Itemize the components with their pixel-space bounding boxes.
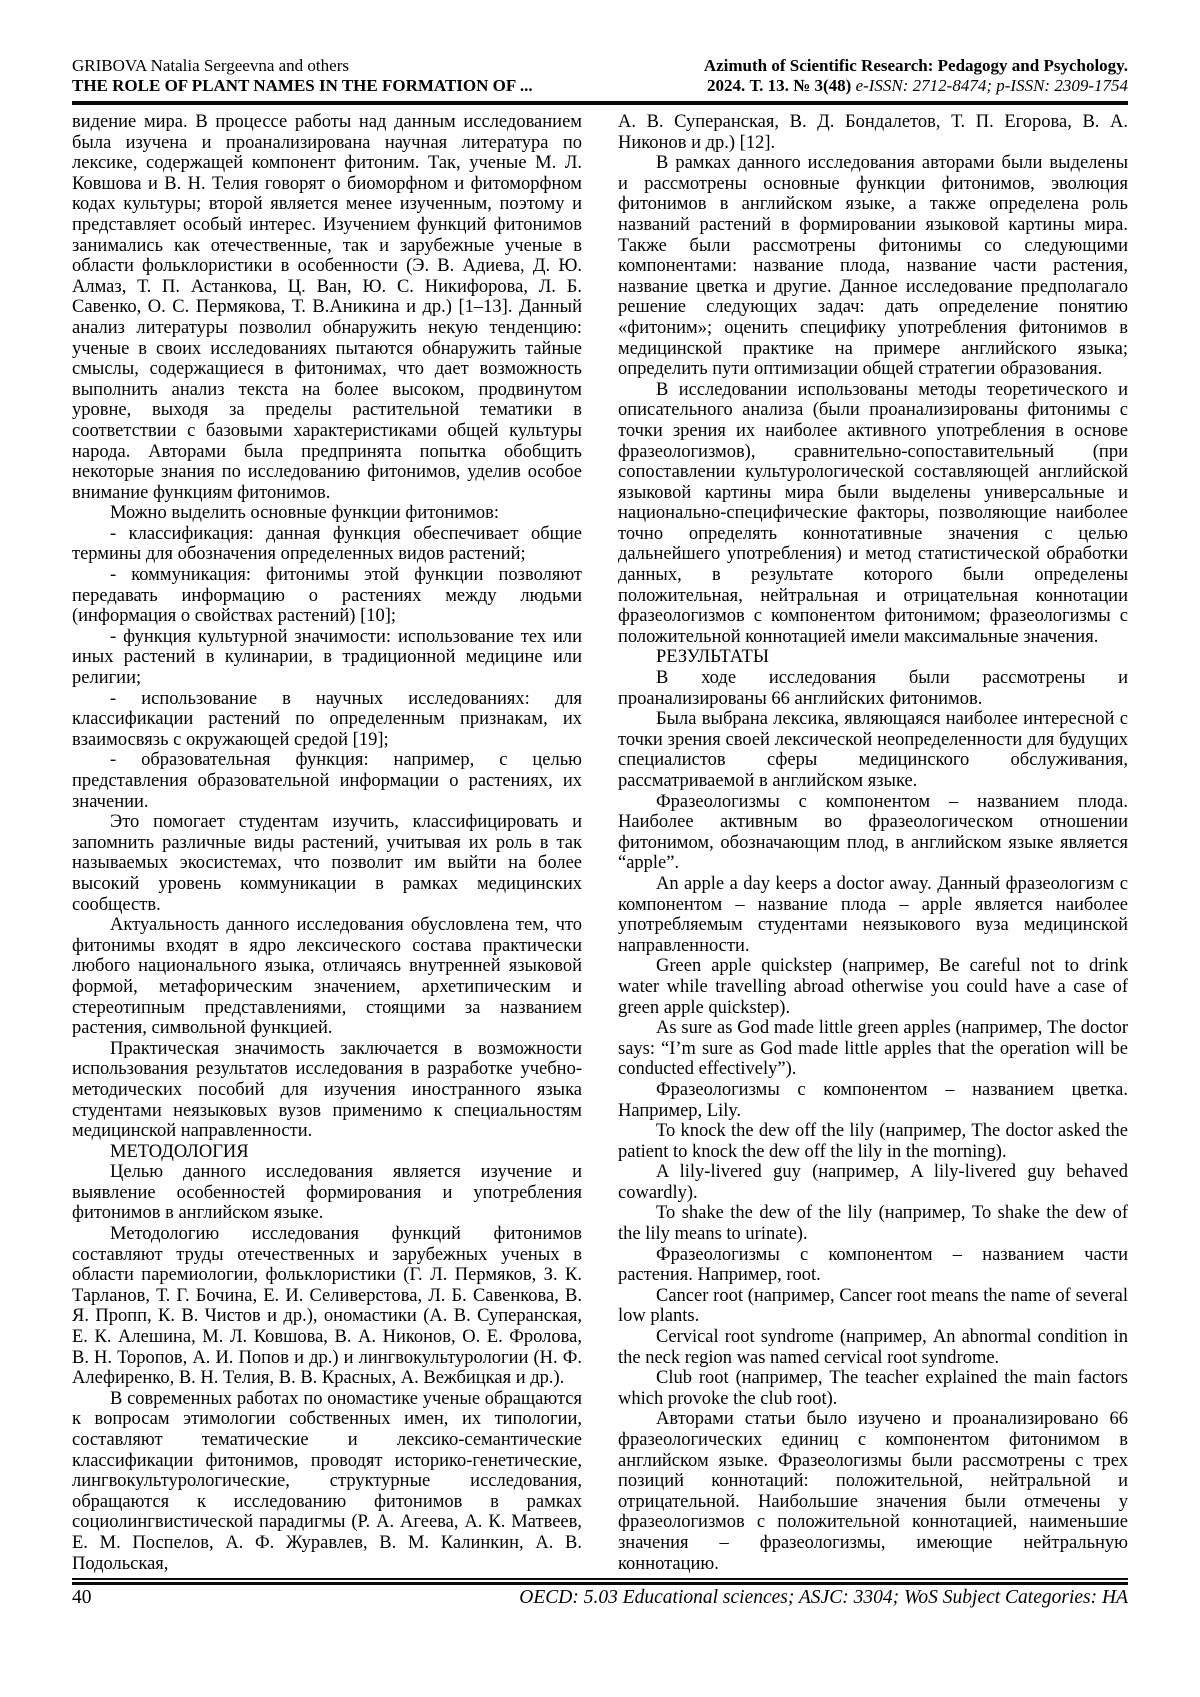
header-left bbox=[72, 56, 533, 96]
paragraph: To knock the dew off the lily (например, The doctor asked the patient to knock the dew off the lily in the morning). bbox=[618, 1121, 1128, 1162]
header-right bbox=[704, 56, 1128, 96]
paragraph: Фразеологизмы с компонентом – названием цветка. Например, Lily. bbox=[618, 1079, 1128, 1121]
paragraph: Была выбрана лексика, являющаяся наиболее интересной с точки зрения своей лексической неопределенности для будущих специалистов сферы медицинского обслуживания, рассматриваемой в английском языке. bbox=[618, 709, 1128, 791]
paragraph: В рамках данного исследования авторами были выделены и рассмотрены основные функции фитонимов, эволюция фитонимов в английском языке, а также определена роль названий растений в формировании языковой картины мира. Также были рассмотрены фитонимы со следующими компонентами: название плода, название части растения, название цветка и другие. Данное исследование предполагало решение следующих задач: дать определение понятию «фитоним»; оценить специфику употребления фитонимов в медицинской практике на примере английского языка; определить пути оптимизации общей стратегии образования. bbox=[618, 153, 1128, 380]
paragraph: В ходе исследования были рассмотрены и проанализированы 66 английских фитонимов. bbox=[618, 668, 1128, 709]
page-footer bbox=[72, 1585, 1128, 1611]
page-header bbox=[72, 56, 1128, 96]
paragraph: - коммуникация: фитонимы этой функции позволяют передавать информацию о растениях между людьми (информация о свойствах растений) [10]; bbox=[72, 565, 582, 627]
paragraph: В исследовании использованы методы теоретического и описательного анализа (были проанализированы фитонимы с точки зрения их наиболее активного употребления в основе фразеологизмов), сравнительно-сопоставительный (при сопоставлении культурологической составляющей английской языковой картины мира были выделены универсальные и национально-специфические факторы, позволяющие наиболее точно определять коннотативные значения с целью дальнейшего употребления) и метод статистической обработки данных, в результате которого были определены положительная, нейтральная и отрицательная коннотации фразеологизмов с компонентом фитонимом; фразеологизмы с положительной коннотацией имели максимальные значения. bbox=[618, 379, 1128, 647]
paragraph: - образовательная функция: например, с целью представления образовательной информации о растениях, их значении. bbox=[72, 750, 582, 812]
paragraph: В современных работах по ономастике ученые обращаются к вопросам этимологии собственных имен, их типологии, составляют тематические и лексико-семантические классификации фитонимов, проводят историко-генетические, лингвокультурологические, структурные исследования, обращаются к исследованию фитонимов в рамках социолингвистической парадигмы (Р. А. Агеева, А. К. Матвеев, Е. М. Поспелов, А. Ф. Журавлев, В. М. Калинкин, А. В. Подольская, bbox=[72, 1388, 582, 1574]
article-body bbox=[72, 112, 1128, 1578]
paragraph: Методологию исследования функций фитонимов составляют труды отечественных и зарубежных ученых в области паремиологии, фольклористики (Г. Л. Пермяков, З. К. Тарланов, Т. Г. Бочина, Е. И. Селиверстова, Л. Б. Савенкова, В. Я. Пропп, К. В. Чистов и др.), ономастики (А. В. Суперанская, Е. К. Алешина, М. Л. Ковшова, В. А. Никонов, О. Е. Фролова, В. Н. Торопов, А. И. Попов и др.) и лингвокультурологии (Н. Ф. Алефиренко, В. Н. Телия, В. В. Красных, А. Вежбицкая и др.). bbox=[72, 1224, 582, 1389]
paragraph: видение мира. В процессе работы над данным исследованием была изучена и проанализирована научная литература по лексике, содержащей компонент фитоним. Так, ученые М. Л. Ковшова и В. Н. Телия говорят о биоморфном и фитоморфном кодах культуры; второй является менее изученным, поэтому и представляет особый интерес. Изучением функций фитонимов занимались как отечественные, так и зарубежные ученые в области фольклористики в особенности (Э. В. Адиева, Д. Ю. Алмаз, Т. П. Астанкова, Ц. Ван, Ю. С. Никифорова, Л. Б. Савенко, О. С. Пермякова, Т. В.Аникина и др.) [1–13]. Данный анализ литературы позволил обнаружить некую тенденцию: ученые в своих исследованиях пытаются обнаружить тайные смыслы, содержащиеся в фитонимах, что дает возможность выполнить анализ текста на более высоком, продвинутом уровне, выходя за пределы растительной тематики в соответствии с базовыми характеристиками общей культуры народа. Авторами была предпринята попытка обобщить некоторые знания по исследованию фитонимов, уделив особое внимание функциям фитонимов. bbox=[72, 112, 582, 503]
paragraph: Это помогает студентам изучить, классифицировать и запомнить различные виды растений, учитывая их роль в так называемых экосистемах, что позволит им выйти на более высокий уровень коммуникации в рамках медицинских сообществ. bbox=[72, 812, 582, 915]
header-rule bbox=[72, 101, 1128, 105]
footer-rule-thin bbox=[72, 1578, 1128, 1580]
paragraph: To shake the dew of the lily (например, To shake the dew of the lily means to urinate). bbox=[618, 1203, 1128, 1245]
journal-issue: 2024. Т. 13. № 3(48) bbox=[707, 76, 856, 95]
paragraph: Cancer root (например, Cancer root means the name of several low plants. bbox=[618, 1285, 1128, 1327]
journal-issn: e-ISSN: 2712-8474; p-ISSN: 2309-1754 bbox=[855, 76, 1128, 95]
paragraph: Актуальность данного исследования обусловлена тем, что фитонимы входят в ядро лексического состава практически любого национального языка, отличаясь внутренней языковой формой, метафорическим значением, архетипическим и стереотипным представлениями, стоящими за названием растения, символьной функцией. bbox=[72, 915, 582, 1039]
paragraph: - функция культурной значимости: использование тех или иных растений в кулинарии, в традиционной медицине или религии; bbox=[72, 626, 582, 689]
paragraph: РЕЗУЛЬТАТЫ bbox=[656, 647, 769, 668]
paragraph: As sure as God made little green apples (например, The doctor says: “I’m sure as God made little apples that the operation will be conducted effectively”). bbox=[618, 1018, 1128, 1080]
paragraph: Целью данного исследования является изучение и выявление особенностей формирования и употребления фитонимов в английском языке. bbox=[72, 1162, 582, 1224]
paragraph: Green apple quickstep (например, Be careful not to drink water while travelling abroad otherwise you could have a case of green apple quickstep). bbox=[618, 956, 1128, 1018]
footer-categories: OECD: 5.03 Educational sciences; ASJC: 3304; WoS Subject Categories: HA bbox=[519, 1587, 1128, 1608]
paragraph: Club root (например, The teacher explained the main factors which provoke the club root). bbox=[618, 1368, 1128, 1409]
paragraph: Фразеологизмы с компонентом – названием части растения. Например, root. bbox=[618, 1244, 1128, 1286]
paragraph: Практическая значимость заключается в возможности использования результатов исследования в разработке учебно-методических пособий для изучения иностранного языка студентами неязыковых вузов применимо к специальностям медицинской направленности. bbox=[72, 1038, 582, 1142]
paragraph: Можно выделить основные функции фитонимов: bbox=[110, 503, 499, 524]
right-column bbox=[618, 112, 1128, 1578]
left-column bbox=[72, 112, 582, 1578]
paragraph: - использование в научных исследованиях: для классификации растений по определенным признакам, их взаимосвязь с окружающей средой [19]; bbox=[72, 688, 582, 750]
header-authors: GRIBOVA Natalia Sergeevna and others bbox=[72, 56, 349, 75]
paragraph: МЕТОДОЛОГИЯ bbox=[110, 1141, 249, 1162]
paragraph: А. В. Суперанская, В. Д. Бондалетов, Т. П. Егорова, В. А. Никонов и др.) [12]. bbox=[618, 112, 1128, 153]
paragraph: - классификация: данная функция обеспечивает общие термины для обозначения определенных видов растений; bbox=[72, 523, 582, 565]
paragraph: A lily-livered guy (например, A lily-livered guy behaved cowardly). bbox=[618, 1162, 1128, 1203]
paragraph: Авторами статьи было изучено и проанализировано 66 фразеологических единиц с компонентом фитонимом в английском языке. Фразеологизмы были рассмотрены с трех позиций коннотаций: положительной, нейтральной и отрицательной. Наибольшие значения были отмечены у фразеологизмов с положительной коннотацией, наименьшие значения – фразеологизмы, имеющие нейтральную коннотацию. bbox=[618, 1409, 1128, 1574]
page-number: 40 bbox=[72, 1587, 92, 1608]
header-article-title: THE ROLE OF PLANT NAMES IN THE FORMATION OF ... bbox=[72, 76, 533, 95]
paragraph: Cervical root syndrome (например, An abnormal condition in the neck region was named cervical root syndrome. bbox=[618, 1327, 1128, 1368]
journal-title: Azimuth of Scientific Research: Pedagogy and Psychology. bbox=[703, 56, 1128, 75]
paragraph: Фразеологизмы с компонентом – названием плода. Наиболее активным во фразеологическом отношении фитонимом, обозначающим плод, в английском языке является “apple”. bbox=[618, 791, 1128, 874]
paragraph: An apple a day keeps a doctor away. Данный фразеологизм с компонентом – название плода – apple является наиболее употребляемым студентами неязыкового вуза медицинской направленности. bbox=[618, 873, 1128, 956]
journal-issue-line bbox=[704, 76, 1128, 96]
